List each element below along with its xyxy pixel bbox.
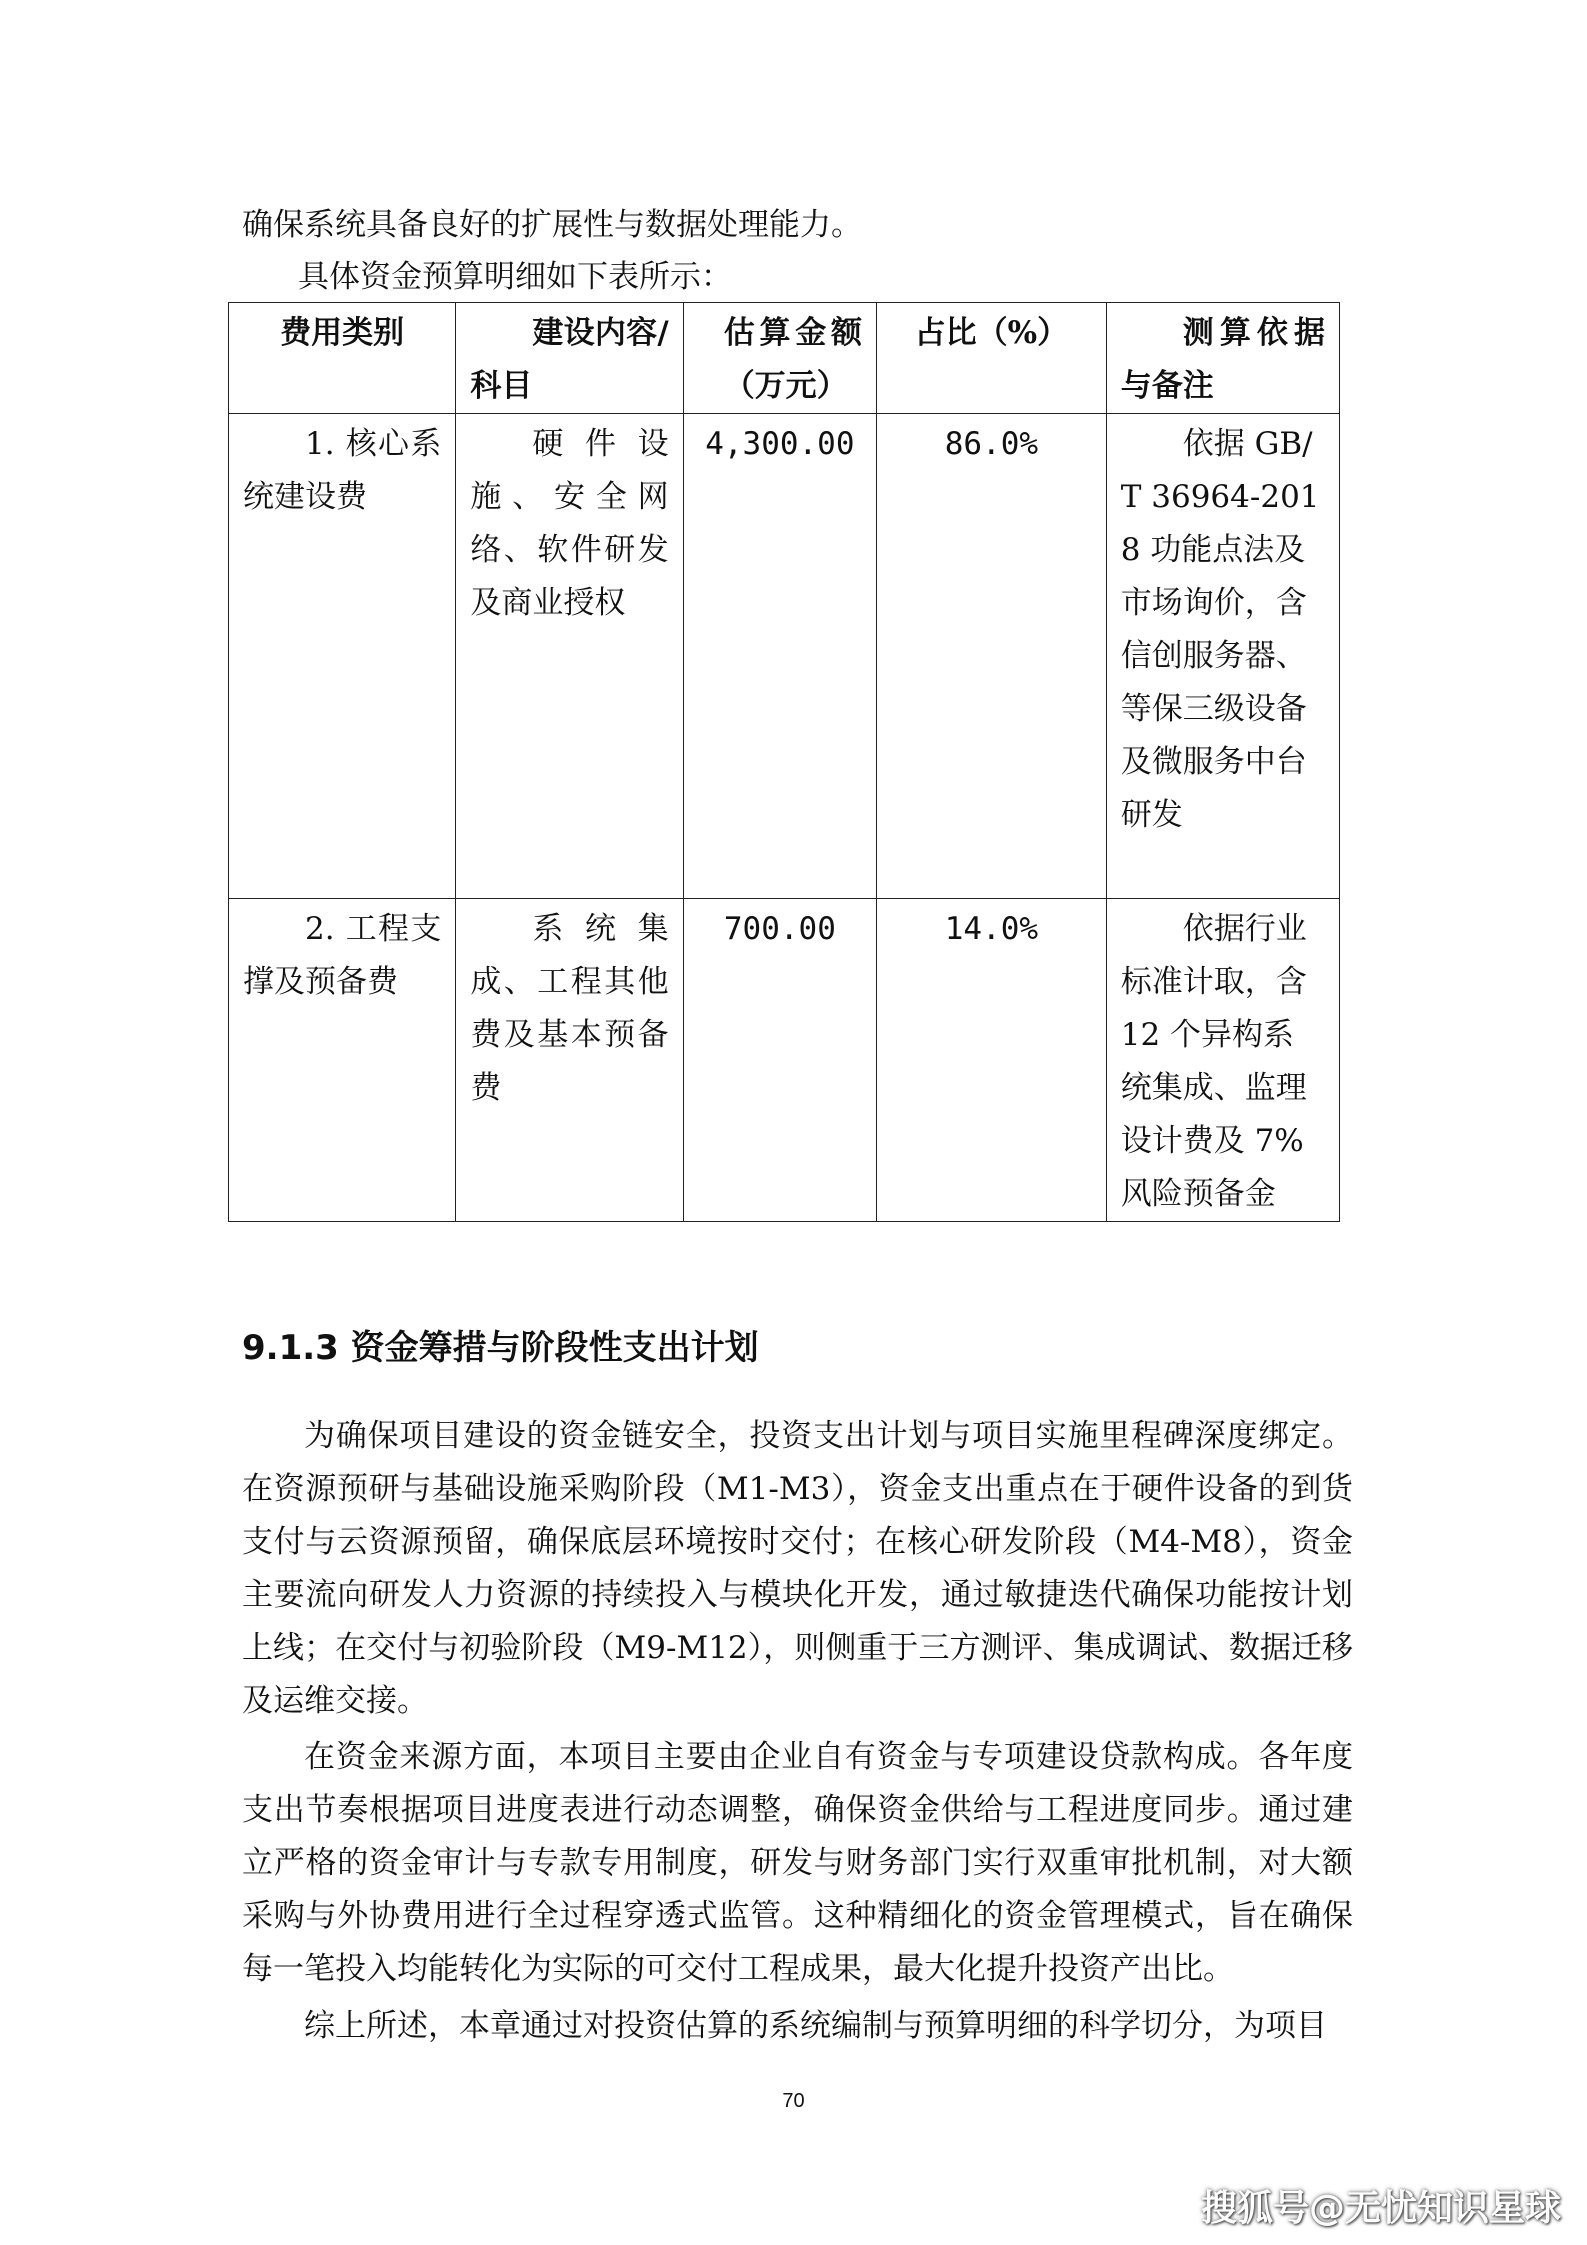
row-1-basis: 依据 GB/T 36964-2018 功能点法及市场询价，含信创服务器、等保三级设备及微服务中台研发 xyxy=(1106,414,1339,899)
header-content: 建设内容/科目 xyxy=(456,303,683,414)
row-2-amount: 700.00 xyxy=(683,899,876,1222)
header-category: 费用类别 xyxy=(229,303,456,414)
intro-line-2: 具体资金预算明细如下表所示： xyxy=(298,259,732,295)
table-header-row xyxy=(229,303,1340,414)
paragraph-3: 综上所述，本章通过对投资估算的系统编制与预算明细的科学切分，为项目 xyxy=(304,2008,1327,2044)
table-row xyxy=(229,899,1340,1222)
watermark: 搜狐号@无忧知识星球 xyxy=(1200,2188,1561,2229)
row-1-amount: 4,300.00 xyxy=(683,414,876,899)
budget-table xyxy=(228,302,1340,1222)
row-2-basis: 依据行业标准计取，含 12 个异构系统集成、监理设计费及 7% 风险预备金 xyxy=(1106,899,1339,1222)
row-2-ratio: 14.0% xyxy=(877,899,1107,1222)
row-2-content: 系统集成、工程其他费及基本预备费 xyxy=(456,899,683,1222)
header-ratio: 占比（%） xyxy=(877,303,1107,414)
row-1-content: 硬件设施、安全网络、软件研发及商业授权 xyxy=(456,414,683,899)
intro-line-1: 确保系统具备良好的扩展性与数据处理能力。 xyxy=(242,207,862,243)
page-number: 70 xyxy=(782,2090,805,2112)
paragraph-1: 为确保项目建设的资金链安全，投资支出计划与项目实施里程碑深度绑定。在资源预研与基础设施采购阶段（M1-M3），资金支出重点在于硬件设备的到货支付与云资源预留，确保底层环境按时交付；在核心研发阶段（M4-M8），资金主要流向研发人力资源的持续投入与模块化开发，通过敏捷迭代确保功能按计划上线；在交付与初验阶段（M9-M12），则侧重于三方测评、集成调试、数据迁移及运维交接。 xyxy=(242,1418,1353,1719)
row-2-category: 2. 工程支撑及预备费 xyxy=(229,899,456,1222)
table-row xyxy=(229,414,1340,899)
header-amount: 估算金额（万元） xyxy=(683,303,876,414)
row-1-ratio: 86.0% xyxy=(877,414,1107,899)
section-title: 9.1.3 资金筹措与阶段性支出计划 xyxy=(242,1328,759,1368)
row-1-category: 1. 核心系统建设费 xyxy=(229,414,456,899)
header-basis: 测算依据与备注 xyxy=(1106,303,1339,414)
paragraph-2: 在资金来源方面，本项目主要由企业自有资金与专项建设贷款构成。各年度支出节奏根据项目进度表进行动态调整，确保资金供给与工程进度同步。通过建立严格的资金审计与专款专用制度，研发与财务部门实行双重审批机制，对大额采购与外协费用进行全过程穿透式监管。这种精细化的资金管理模式，旨在确保每一笔投入均能转化为实际的可交付工程成果，最大化提升投资产出比。 xyxy=(242,1739,1353,1987)
